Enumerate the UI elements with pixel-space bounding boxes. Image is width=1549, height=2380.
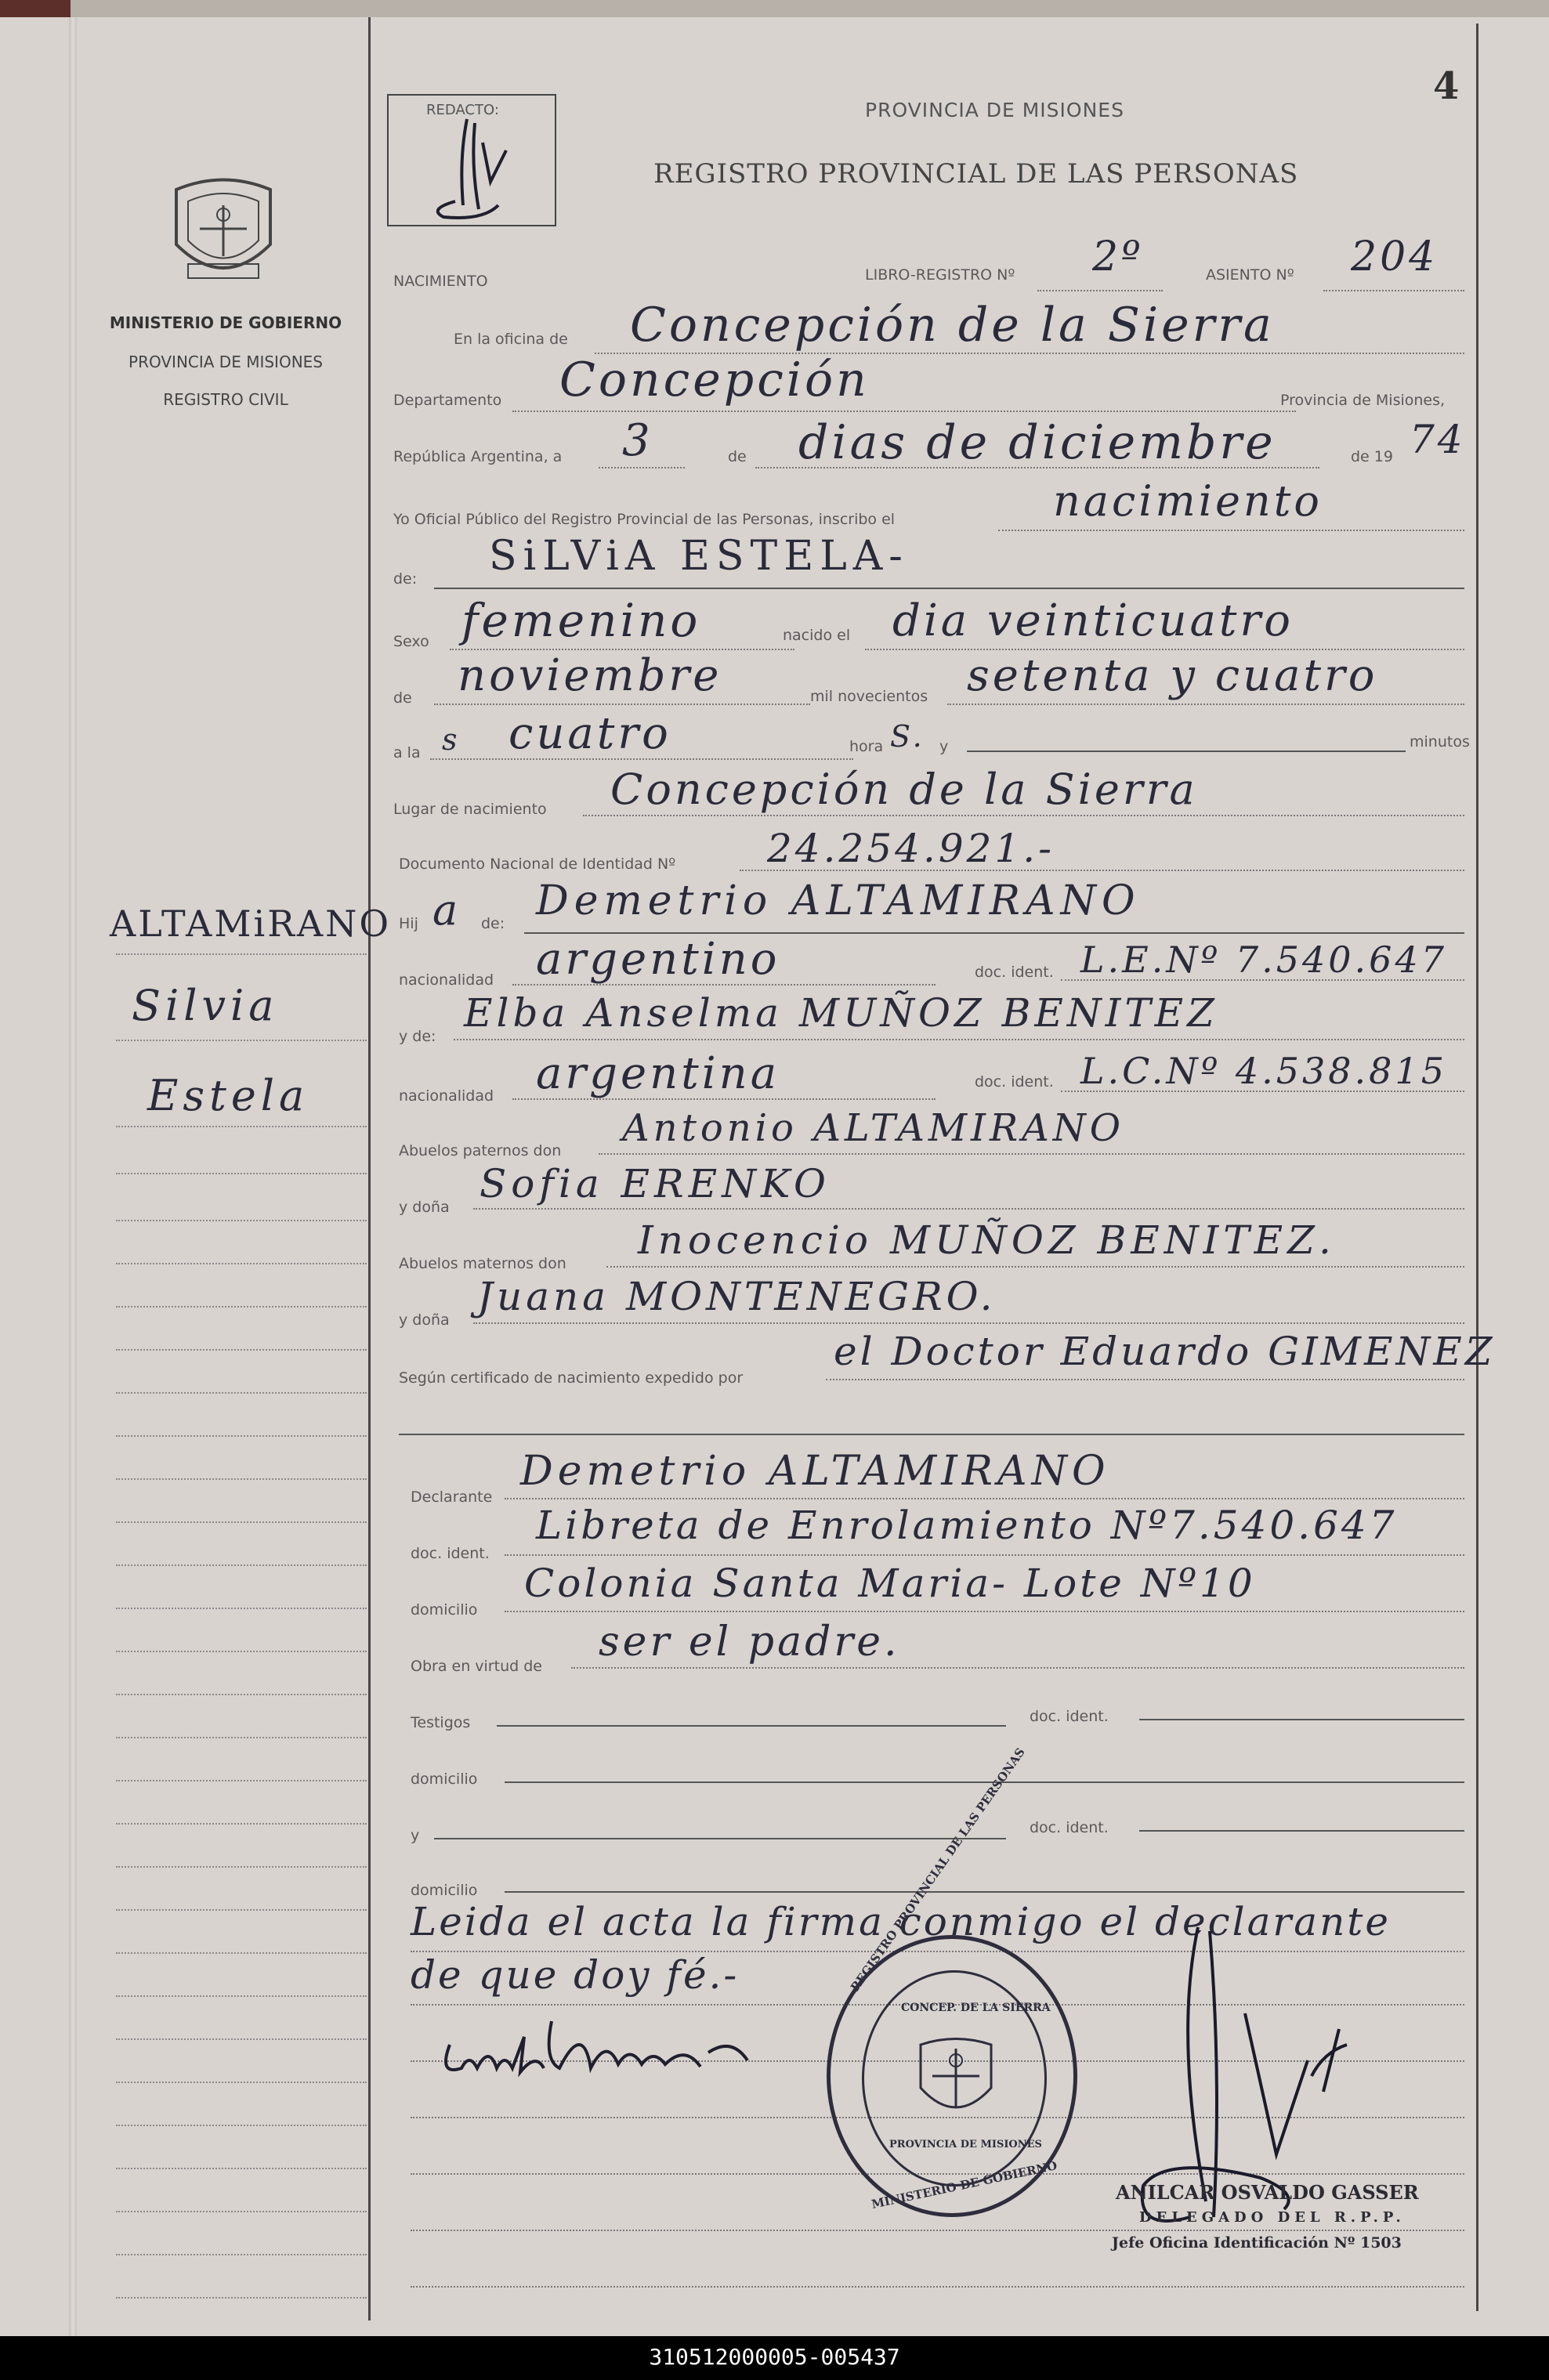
stub-province: PROVINCIA DE MISIONES bbox=[128, 353, 323, 371]
obra-value: ser el padre. bbox=[599, 1619, 900, 1666]
stub-line bbox=[116, 1737, 367, 1738]
cert-extra-line bbox=[399, 1434, 1464, 1435]
stub-line bbox=[116, 2082, 367, 2083]
stub-line bbox=[116, 1952, 367, 1954]
doc2-label: doc. ident. bbox=[975, 1073, 1054, 1091]
declarant-signature-icon bbox=[434, 2006, 826, 2092]
ydona1-label: y doña bbox=[399, 1199, 450, 1216]
asiento-line bbox=[1323, 290, 1464, 291]
hora-s-value: S. bbox=[890, 719, 925, 754]
redacto-box bbox=[387, 94, 556, 226]
official-name: ANILCAR OSVALDO GASSER bbox=[1116, 2181, 1419, 2204]
de-name-label: de: bbox=[393, 570, 418, 588]
doc-t2-label: doc. ident. bbox=[1030, 1819, 1109, 1836]
closing-text-2: de que doy fé.- bbox=[411, 1952, 740, 1998]
doc1-label: doc. ident. bbox=[975, 964, 1054, 981]
abm2-value: Juana MONTENEGRO. bbox=[477, 1274, 997, 1319]
dia-line bbox=[599, 467, 685, 468]
nac1-line bbox=[512, 984, 936, 986]
stub-line bbox=[116, 1349, 367, 1351]
stub-registry: REGISTRO CIVIL bbox=[163, 390, 288, 409]
de2-label: de bbox=[393, 689, 412, 707]
lugar-line bbox=[583, 815, 1464, 816]
madre-line bbox=[454, 1039, 1464, 1040]
stub-line bbox=[116, 1173, 367, 1174]
anio2-value: setenta y cuatro bbox=[967, 650, 1378, 701]
de-label: de bbox=[728, 448, 747, 465]
seal-bottom-text: PROVINCIA DE MISIONES bbox=[889, 2139, 1042, 2150]
stub-line bbox=[116, 1995, 367, 1997]
stub-line bbox=[116, 953, 367, 955]
stub-line bbox=[116, 1564, 367, 1566]
cert-label: Según certificado de nacimiento expedido por bbox=[399, 1369, 744, 1387]
yde-label: y de: bbox=[399, 1028, 436, 1045]
redacto-label: REDACTO: bbox=[426, 102, 499, 118]
dni-label: Documento Nacional de Identidad Nº bbox=[399, 855, 676, 873]
header-title: REGISTRO PROVINCIAL DE LAS PERSONAS bbox=[653, 158, 1299, 190]
lugar-value: Concepción de la Sierra bbox=[610, 765, 1198, 814]
stub-line bbox=[116, 1263, 367, 1264]
official-office: Jefe Oficina Identificación Nº 1503 bbox=[1112, 2234, 1402, 2252]
nacimiento-label: NACIMIENTO bbox=[393, 273, 488, 290]
nac2-label: nacionalidad bbox=[399, 1087, 494, 1105]
stub-line bbox=[116, 2038, 367, 2040]
abp-label: Abuelos paternos don bbox=[399, 1142, 562, 1159]
ala-label: a la bbox=[393, 744, 421, 761]
seal-inner-text: CONCEP. DE LA SIERRA bbox=[901, 2002, 1051, 2014]
libro-label: LIBRO-REGISTRO Nº bbox=[865, 266, 1015, 284]
doc2-value: L.C.Nº 4.538.815 bbox=[1080, 1050, 1447, 1092]
mil-label: mil novecientos bbox=[810, 688, 928, 705]
sign-line-5 bbox=[411, 2286, 1464, 2288]
nacido-label: nacido el bbox=[783, 627, 851, 644]
testigos-label: Testigos bbox=[411, 1714, 471, 1731]
abm-line bbox=[606, 1266, 1464, 1268]
sexo-value: femenino bbox=[461, 594, 701, 647]
y-t-label: y bbox=[411, 1827, 420, 1844]
abm-value: Inocencio MUÑOZ BENITEZ. bbox=[638, 1217, 1336, 1263]
hora-line bbox=[430, 758, 853, 760]
declarante-line bbox=[505, 1498, 1464, 1499]
official-role: DELEGADO DEL R.P.P. bbox=[1139, 2209, 1406, 2226]
libro-line bbox=[1037, 290, 1163, 291]
dni-line bbox=[740, 870, 1464, 871]
stub-line bbox=[116, 1694, 367, 1695]
nac2-line bbox=[512, 1098, 936, 1100]
seal-outer-text: REGISTRO PROVINCIAL DE LAS PERSONAS bbox=[848, 1745, 1028, 1995]
docid-value: Libreta de Enrolamiento Nº7.540.647 bbox=[536, 1503, 1398, 1548]
header-province: PROVINCIA DE MISIONES bbox=[865, 99, 1124, 121]
stub-line bbox=[116, 1306, 367, 1308]
stub-line bbox=[116, 2254, 367, 2255]
seal-emblem-icon bbox=[913, 2033, 999, 2127]
minutos-line bbox=[967, 751, 1406, 752]
stub-line bbox=[116, 1435, 367, 1437]
abp-value: Antonio ALTAMIRANO bbox=[622, 1106, 1125, 1150]
stub-line bbox=[116, 1823, 367, 1825]
abm2-line bbox=[473, 1322, 1464, 1324]
hora-label: hora bbox=[849, 738, 884, 755]
oficina-label: En la oficina de bbox=[454, 331, 568, 348]
domicilio-label: domicilio bbox=[411, 1601, 478, 1619]
dia-value: 3 bbox=[622, 415, 653, 466]
stub-line bbox=[116, 2168, 367, 2169]
docid-label: doc. ident. bbox=[411, 1545, 490, 1562]
oficina-value: Concepción de la Sierra bbox=[630, 298, 1275, 353]
dom-t1-label: domicilio bbox=[411, 1771, 478, 1788]
redacto-signature-icon bbox=[412, 111, 537, 221]
hora-value: cuatro bbox=[508, 708, 671, 759]
seal-ministry-text: MINISTERIO DE GOBIERNO bbox=[870, 2158, 1059, 2212]
republica-label: República Argentina, a bbox=[393, 448, 563, 465]
y-label: y bbox=[939, 738, 949, 755]
abp2-line bbox=[473, 1208, 1464, 1210]
doc1-line bbox=[1061, 979, 1464, 981]
cert-line bbox=[826, 1379, 1464, 1380]
name-line bbox=[434, 588, 1464, 589]
child-name-value: SiLViA ESTELA- bbox=[489, 533, 909, 580]
mes2-value: noviembre bbox=[458, 650, 722, 701]
stub-ministry: MINISTERIO DE GOBIERNO bbox=[109, 313, 342, 332]
stub-given-name-1: Silvia bbox=[132, 981, 279, 1030]
padre-value: Demetrio ALTAMIRANO bbox=[536, 877, 1141, 924]
doc-t2-line bbox=[1139, 1830, 1464, 1832]
stub-line bbox=[116, 1220, 367, 1221]
provincia-suffix-label: Provincia de Misiones, bbox=[1280, 392, 1446, 409]
y-t-line bbox=[434, 1838, 1006, 1839]
inscribo-label: Yo Oficial Público del Registro Provincial de las Personas, inscribo el bbox=[393, 511, 896, 528]
abp2-value: Sofia ERENKO bbox=[480, 1161, 831, 1206]
departamento-line bbox=[512, 411, 1296, 412]
testigos-line bbox=[497, 1725, 1006, 1727]
stub-line bbox=[116, 2125, 367, 2126]
ydona2-label: y doña bbox=[399, 1311, 450, 1329]
anio-value: 74 bbox=[1410, 417, 1466, 462]
domicilio-value: Colonia Santa Maria- Lote Nº10 bbox=[524, 1561, 1256, 1606]
departamento-value: Concepción bbox=[559, 353, 870, 407]
stub-line bbox=[116, 1866, 367, 1868]
abp-line bbox=[599, 1153, 1464, 1155]
docid-line bbox=[505, 1554, 1464, 1556]
nac1-value: argentino bbox=[536, 934, 780, 985]
declarante-label: Declarante bbox=[411, 1488, 493, 1506]
doc1-value: L.E.Nº 7.540.647 bbox=[1080, 939, 1447, 981]
obra-label: Obra en virtud de bbox=[411, 1658, 542, 1675]
asiento-value: 204 bbox=[1351, 233, 1439, 280]
doc2-line bbox=[1061, 1091, 1464, 1092]
stub-given-name-2: Estela bbox=[147, 1071, 309, 1120]
abm-label: Abuelos maternos don bbox=[399, 1255, 566, 1272]
ala-s-value: s bbox=[442, 722, 461, 757]
mes-line bbox=[755, 467, 1319, 468]
sexo-label: Sexo bbox=[393, 633, 429, 650]
stub-line bbox=[116, 1780, 367, 1781]
madre-value: Elba Anselma MUÑOZ BENITEZ bbox=[464, 990, 1218, 1036]
declarante-value: Demetrio ALTAMIRANO bbox=[520, 1448, 1110, 1495]
inscribo-value: nacimiento bbox=[1053, 476, 1323, 526]
obra-line bbox=[571, 1667, 1464, 1669]
dni-value: 24.254.921.- bbox=[767, 826, 1055, 871]
stub-column bbox=[77, 17, 392, 2320]
stub-line bbox=[116, 1392, 367, 1394]
page-binding bbox=[69, 17, 77, 2336]
lugar-label: Lugar de nacimiento bbox=[393, 801, 547, 818]
dom-t2-line bbox=[505, 1891, 1464, 1893]
nacido-value: dia veinticuatro bbox=[892, 595, 1294, 646]
stub-line bbox=[116, 1521, 367, 1523]
stub-line bbox=[116, 1651, 367, 1652]
stub-line bbox=[116, 1126, 367, 1127]
hij-suffix-value: a bbox=[432, 885, 461, 935]
doc-t1-label: doc. ident. bbox=[1030, 1708, 1109, 1725]
book-cover-edge bbox=[0, 0, 71, 17]
stub-line bbox=[116, 2297, 367, 2299]
stub-line bbox=[116, 1040, 367, 1041]
stub-surname: ALTAMiRANO bbox=[110, 902, 392, 945]
nac1-label: nacionalidad bbox=[399, 971, 494, 989]
province-coat-of-arms-icon bbox=[168, 174, 278, 291]
minutos-label: minutos bbox=[1410, 733, 1470, 751]
asiento-label: ASIENTO Nº bbox=[1206, 266, 1294, 284]
anio-label: de 19 bbox=[1351, 448, 1393, 465]
mes2-line bbox=[434, 704, 810, 705]
mes-value: dias de diciembre bbox=[798, 415, 1276, 470]
dom-t1-line bbox=[505, 1781, 1464, 1783]
departamento-label: Departamento bbox=[393, 392, 502, 409]
closing-text-1: Leida el acta la firma conmigo el declarante bbox=[411, 1899, 1391, 1944]
hij-de-label: de: bbox=[481, 915, 505, 932]
scan-id: 310512000005-005437 bbox=[649, 2344, 900, 2370]
hij-label: Hij bbox=[399, 915, 418, 932]
cert-value: el Doctor Eduardo GIMENEZ bbox=[834, 1329, 1496, 1374]
stub-line bbox=[116, 1909, 367, 1911]
dom-t2-label: domicilio bbox=[411, 1882, 478, 1899]
domicilio-line bbox=[505, 1611, 1464, 1612]
stub-line bbox=[116, 1478, 367, 1480]
nac2-value: argentina bbox=[536, 1048, 780, 1099]
stub-line bbox=[116, 2211, 367, 2212]
doc-t1-line bbox=[1139, 1719, 1464, 1720]
anio2-line bbox=[947, 704, 1464, 705]
libro-value: 2º bbox=[1092, 233, 1144, 280]
page-number: 4 bbox=[1433, 64, 1460, 108]
inscribo-line bbox=[998, 530, 1464, 531]
stub-line bbox=[116, 1608, 367, 1609]
